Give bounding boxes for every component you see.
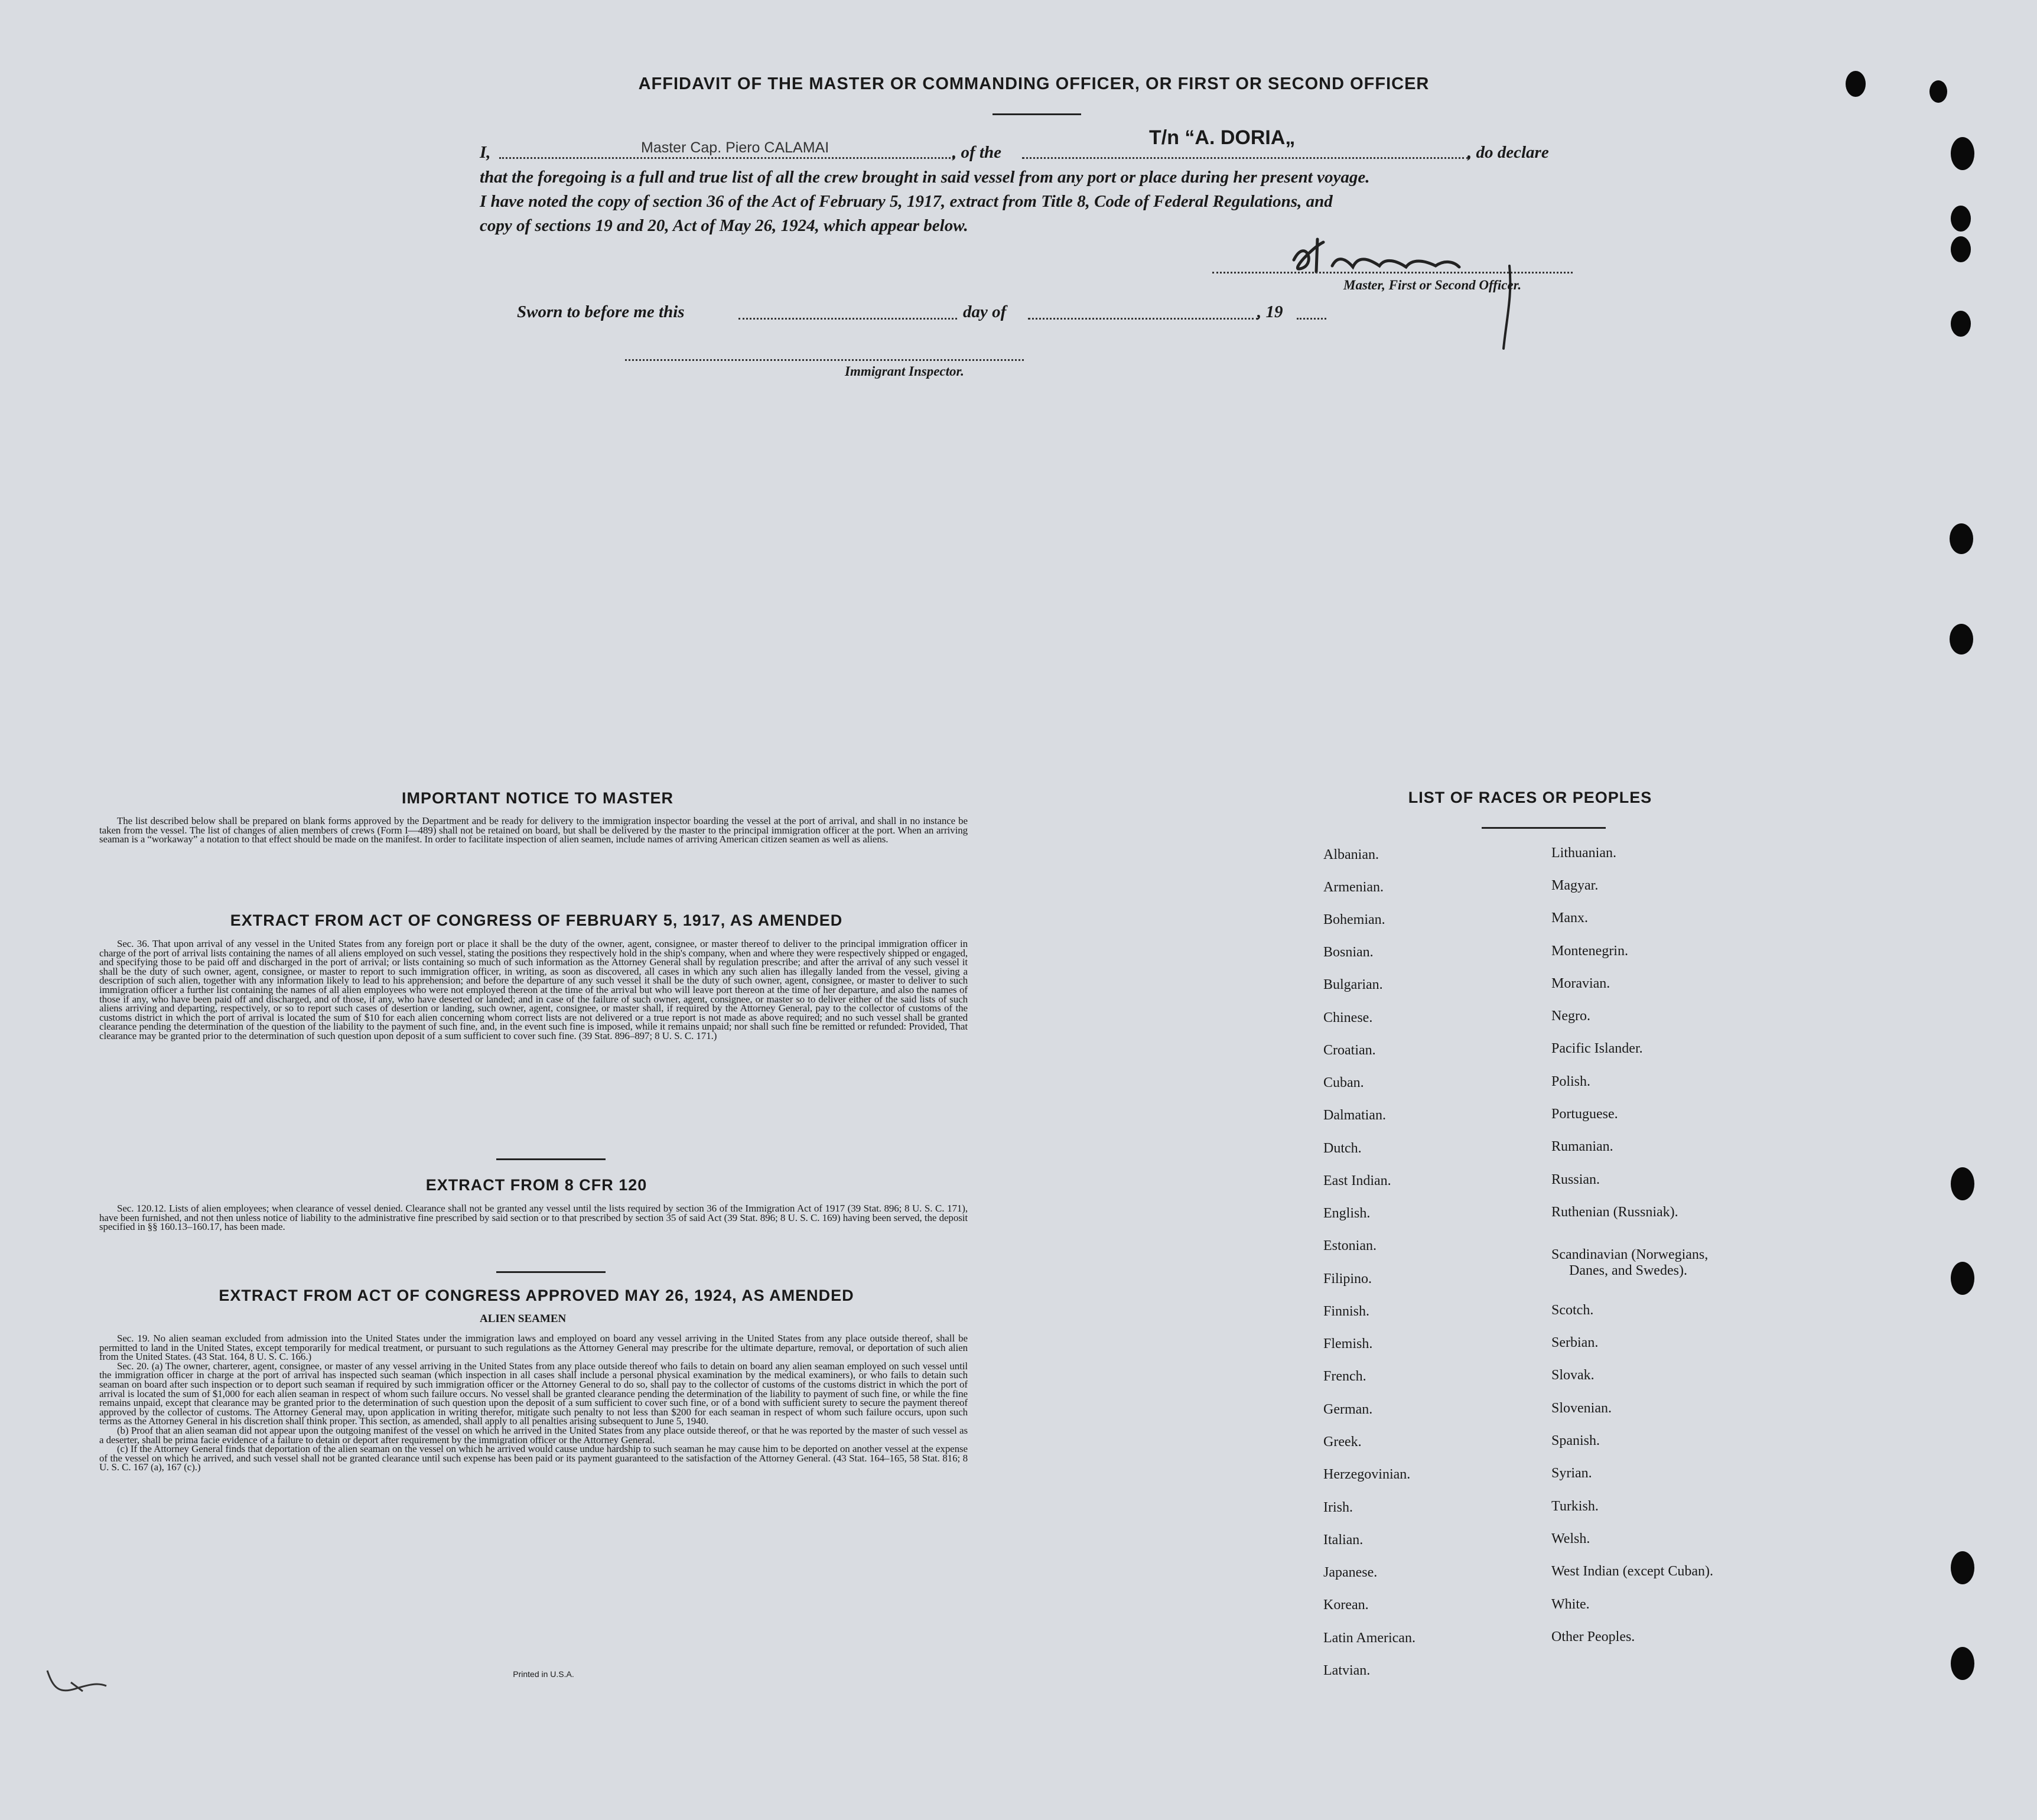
race-item: Other Peoples. — [1551, 1629, 1635, 1645]
race-item: Lithuanian. — [1551, 845, 1616, 861]
race-item: Scotch. — [1551, 1303, 1594, 1318]
extract-cfr-body — [99, 1204, 968, 1232]
master-name-field-line — [499, 157, 954, 159]
race-item: Latvian. — [1323, 1663, 1371, 1678]
race-item: Bohemian. — [1323, 912, 1385, 927]
race-item: Italian. — [1323, 1532, 1364, 1548]
binder-hole-icon — [1951, 1167, 1974, 1200]
binder-hole-icon — [1950, 624, 1973, 655]
race-item: Filipino. — [1323, 1271, 1372, 1287]
extract-1917-body — [99, 939, 968, 1041]
binder-hole-icon — [1951, 1551, 1974, 1584]
i-label: I, — [480, 143, 491, 162]
binder-hole-icon — [1951, 311, 1971, 337]
declaration-line-4: copy of sections 19 and 20, Act of May 26, 1924, which appear below. — [480, 216, 968, 235]
printed-in-usa: Printed in U.S.A. — [513, 1669, 574, 1679]
race-item: Ruthenian (Russniak). — [1551, 1204, 1678, 1220]
notice-body — [99, 816, 968, 844]
race-item: German. — [1323, 1402, 1373, 1417]
race-item: Chinese. — [1323, 1010, 1373, 1025]
year-label: , 19 — [1257, 302, 1283, 321]
binder-hole-icon — [1951, 137, 1974, 170]
race-item: White. — [1551, 1597, 1590, 1612]
race-item: Bosnian. — [1323, 945, 1374, 960]
extract-1924-subtitle: ALIEN SEAMEN — [480, 1313, 567, 1325]
race-item: Polish. — [1551, 1074, 1591, 1089]
affidavit-title: AFFIDAVIT OF THE MASTER OR COMMANDING OFFICER, OR FIRST OR SECOND OFFICER — [638, 74, 1430, 93]
race-item: Manx. — [1551, 910, 1588, 926]
signature-line — [1212, 272, 1573, 274]
extract-1917-title: EXTRACT FROM ACT OF CONGRESS OF FEBRUARY 5, 1917, AS AMENDED — [230, 911, 843, 929]
extract-1924-paragraph: Sec. 20. (a) The owner, charterer, agent, consignee, or master of any vessel arriving in the United States from any place outside thereof who fails to detain on board any alien seaman employed on such vessel until the immigration officer in charge at the port of arrival has inspected such seaman (which inspection in all cases shall include a personal physical examination by the medical examiners), or who fails to detain such seaman on board after such inspection or to deport such seaman if required by such immigration officer or the Attorney General to do so, shall pay to the collector of customs of the customs district in which the port of arrival is located the sum of $1,000 for each alien seaman in respect of whom such failure occurs. No vessel shall be granted clearance pending the determination of the liability to payment of such fine, or while the fine remains unpaid, except that clearance may be granted prior to the determination of such question upon the deposit of a sum sufficient to cover such fine, or of a bond with sufficient surety to secure the payment thereof approved by the collector of customs. The Attorney General may, upon application in writing therefor, mitigate such penalty to not less than $200 for each seaman in respect of whom such failure occurs, upon such terms as the Attorney General in his discretion shall think proper. This section, as amended, shall apply to all penalties arising subsequent to June 5, 1940. — [99, 1360, 968, 1427]
race-item: Dalmatian. — [1323, 1108, 1386, 1123]
race-item: Pacific Islander. — [1551, 1041, 1643, 1056]
race-item: Latin American. — [1323, 1630, 1416, 1646]
binder-hole-icon — [1846, 71, 1866, 97]
extract-cfr-paragraph: Sec. 120.12. Lists of alien employees; when clearance of vessel denied. Clearance shall not be granted any vessel until the lists required by section 36 of the Immigration Act of 1917 (39 Stat. 896; 8 U. S. C. 171), have been furnished, and not then unless notice of liability to the administrative fine prescribed by said section or to that prescribed by section 35 of said Act (39 Stat. 896; 8 U. S. C. 169) having been served, the deposit specified in §§ 160.13–160.17, has been made. — [99, 1203, 968, 1233]
race-item: Magyar. — [1551, 878, 1599, 893]
sworn-year-field[interactable] — [1297, 318, 1326, 320]
binder-hole-icon — [1951, 1647, 1974, 1680]
races-title: LIST OF RACES OR PEOPLES — [1408, 789, 1652, 806]
race-item: Slovak. — [1551, 1368, 1595, 1383]
binder-hole-icon — [1951, 236, 1971, 262]
pencil-mark-icon — [41, 1665, 112, 1700]
race-item: Greek. — [1323, 1434, 1362, 1450]
race-item: Spanish. — [1551, 1433, 1600, 1448]
race-item: Welsh. — [1551, 1531, 1590, 1546]
race-item: Rumanian. — [1551, 1139, 1613, 1154]
race-item: Montenegrin. — [1551, 943, 1628, 959]
notice-paragraph: The list described below shall be prepared on blank forms approved by the Department and be ready for delivery to the immigration inspector boarding the vessel at the port of arrival, and shall in no instance be taken from the vessel. The list of changes of alien members of crews (Form I—489) shall not be retained on board, but shall be delivered by the master to the principal immigration officer at the port. When an arriving seaman is a “workaway” a notation to that effect should be made on the manifest. In order to facilitate inspection of alien seamen, include names of arriving American citizen seamen as well as aliens. — [99, 815, 968, 845]
race-item: Korean. — [1323, 1597, 1369, 1613]
race-item: Slovenian. — [1551, 1401, 1612, 1416]
race-item: Negro. — [1551, 1008, 1590, 1024]
title-rule — [993, 113, 1081, 115]
vessel-name-field[interactable]: T/n “A. DORIA„ — [1149, 126, 1296, 149]
race-item: Russian. — [1551, 1172, 1600, 1187]
race-item: Cuban. — [1323, 1075, 1364, 1090]
binder-hole-icon — [1951, 1262, 1974, 1295]
race-item: Danes, and Swedes). — [1569, 1263, 1687, 1278]
race-item: East Indian. — [1323, 1173, 1391, 1189]
inspector-caption: Immigrant Inspector. — [845, 364, 964, 379]
race-item: Irish. — [1323, 1500, 1353, 1515]
extract-1917-paragraph: Sec. 36. That upon arrival of any vessel in the United States from any foreign port or place it shall be the duty of the owner, agent, consignee, or master thereof to deliver to the principal immigration officer in charge of the port of arrival lists containing the names of all aliens employed on such vessel, stating the positions they respectively hold in the ship's company, when and where they were respectively shipped or engaged, and specifying those to be paid off and discharged in the port of arrival; or lists containing so much of such information as the Attorney General shall by regulation prescribe; and after the arrival of any such vessel it shall be the duty of such owner, agent, consignee, or master to report to such immigration officer, in writing, as soon as discovered, all cases in which any such alien has illegally landed from the vessel, giving a description of such alien, together with any information likely to lead to his apprehension; and before the departure of any such vessel it shall be the duty of such owner, agent, consignee, or master to deliver to such immigration officer a further list containing the names of all alien employees who were not employed thereon at the time of the arrival but who will leave port thereon at the time of her departure, and also the names of those if any, who have been paid off and discharged, and of those, if any, who have deserted or landed; and in case of the failure of such owner, agent, consignee, or master so to deliver either of the said lists of such aliens arriving and departing, respectively, or so to report such cases of desertion or landing, such owner, agent, consignee, or master shall, if required by the Attorney General, pay to the collector of customs of the customs district in which the port of arrival is located the sum of $10 for each alien concerning whom correct lists are not delivered or a true report is not made as above required; and no such vessel shall be granted clearance pending the determination of the question of the liability to the payment of such fine, and, in the event such fine is imposed, while it remains unpaid; nor shall such fine be remitted or refunded: Provided, That clearance may be granted prior to the determination of such question upon deposit of a sum sufficient to cover such fine. (39 Stat. 896–897; 8 U. S. C. 171.) — [99, 938, 968, 1041]
race-item: Portuguese. — [1551, 1106, 1618, 1122]
day-of-label: day of — [963, 302, 1007, 321]
section-rule — [496, 1158, 606, 1160]
extract-1924-paragraph: Sec. 19. No alien seaman excluded from admission into the United States under the immigration laws and employed on board any vessel arriving in the United States from any place outside thereof, shall be permitted to land in the United States, except temporarily for medical treatment, or pursuant to such regulations as the Attorney General may prescribe for the ultimate departure, removal, or deportation of such alien from the United States. (43 Stat. 164, 8 U. S. C. 166.) — [99, 1333, 968, 1363]
race-item: Turkish. — [1551, 1499, 1599, 1514]
race-item: French. — [1323, 1369, 1366, 1384]
race-item: English. — [1323, 1206, 1371, 1221]
race-item: Japanese. — [1323, 1565, 1378, 1580]
sworn-day-field[interactable] — [738, 318, 957, 320]
of-the-label: , of the — [952, 143, 1001, 162]
binder-hole-icon — [1950, 523, 1973, 554]
signature-caption: Master, First or Second Officer. — [1343, 278, 1522, 292]
binder-hole-icon — [1951, 206, 1971, 232]
race-item: Estonian. — [1323, 1238, 1377, 1254]
extract-1924-paragraph: (c) If the Attorney General finds that deportation of the alien seaman on the vessel on which he arrived would cause undue hardship to such seaman he may cause him to be deported on another vessel at the expense of the vessel on which he arrived, and such vessel shall not be granted clearance until such expense has been paid or its payment guaranteed to the satisfaction of the Attorney General. (43 Stat. 164–165, 58 Stat. 816; 8 U. S. C. 167 (a), 167 (c).) — [99, 1443, 968, 1473]
sworn-label: Sworn to before me this — [517, 302, 685, 321]
race-item: Herzegovinian. — [1323, 1467, 1411, 1482]
master-name-field[interactable]: Master Cap. Piero CALAMAI — [641, 139, 829, 156]
race-item: Bulgarian. — [1323, 977, 1383, 992]
extract-1924-paragraph: (b) Proof that an alien seaman did not appear upon the outgoing manifest of the vessel on which he arrived in the United States from any place outside thereof, or that he was reported by the master of such vessel as a deserter, shall be prima facie evidence of a failure to detain or deport after requirement by the immigration officer or the Attorney General. — [99, 1424, 968, 1445]
race-item: West Indian (except Cuban). — [1551, 1564, 1713, 1579]
declaration-line-2: that the foregoing is a full and true list of all the crew brought in said vessel from any port or place during her present voyage. — [480, 168, 1370, 187]
extract-cfr-title: EXTRACT FROM 8 CFR 120 — [425, 1176, 647, 1194]
notice-title: IMPORTANT NOTICE TO MASTER — [402, 789, 673, 807]
do-declare-label: , do declare — [1467, 143, 1549, 162]
races-title-rule — [1482, 827, 1606, 829]
race-item: Scandinavian (Norwegians, — [1551, 1247, 1709, 1262]
extract-1924-body — [99, 1334, 968, 1472]
extract-1924-title: EXTRACT FROM ACT OF CONGRESS APPROVED MAY 26, 1924, AS AMENDED — [219, 1287, 854, 1304]
declaration-line-3: I have noted the copy of section 36 of the Act of February 5, 1917, extract from Title 8, Code of Federal Regulations, and — [480, 192, 1333, 211]
sworn-month-field[interactable] — [1028, 318, 1258, 320]
race-item: Syrian. — [1551, 1466, 1592, 1481]
race-item: Flemish. — [1323, 1336, 1373, 1352]
race-item: Albanian. — [1323, 847, 1379, 862]
vessel-name-field-line — [1022, 157, 1469, 159]
section-rule — [496, 1271, 606, 1273]
inspector-signature-line[interactable] — [625, 359, 1024, 361]
binder-hole-icon — [1929, 80, 1947, 103]
race-item: Serbian. — [1551, 1335, 1599, 1350]
race-item: Dutch. — [1323, 1141, 1362, 1156]
race-item: Moravian. — [1551, 976, 1610, 991]
race-item: Armenian. — [1323, 880, 1384, 895]
race-item: Finnish. — [1323, 1304, 1370, 1319]
race-item: Croatian. — [1323, 1043, 1376, 1058]
